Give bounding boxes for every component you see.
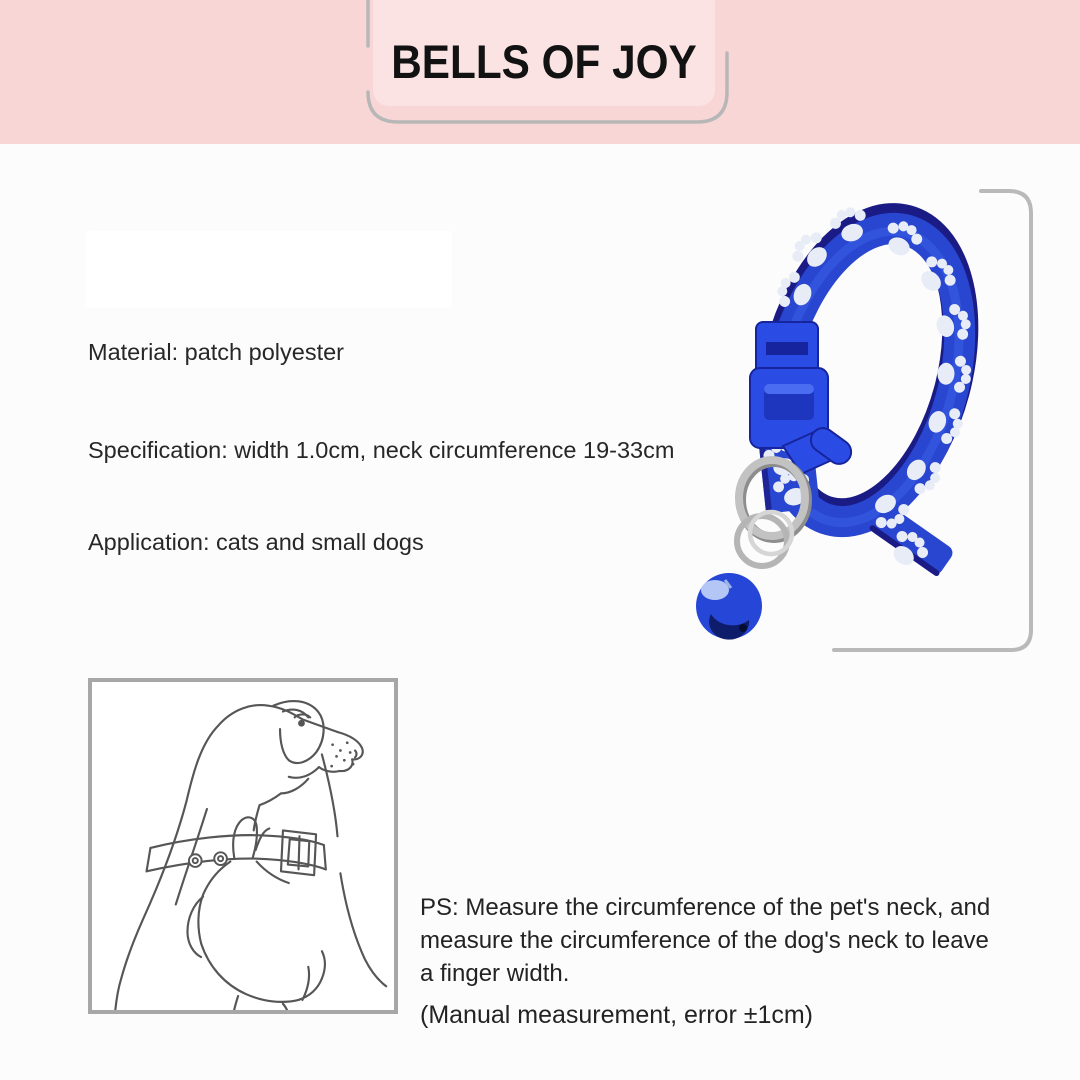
application-text: Application: cats and small dogs <box>88 529 424 555</box>
ps-note <box>420 891 1020 990</box>
dog-diagram-box <box>88 678 398 1014</box>
ps-note-line: PS: Measure the circumference of the pet's neck, and <box>420 894 991 921</box>
collar-bell-icon <box>696 573 762 640</box>
specification-text: Specification: width 1.0cm, neck circumference 19-33cm <box>88 437 675 463</box>
material-text: Material: patch polyester <box>88 339 345 365</box>
dog-measurement-illustration <box>92 682 394 1010</box>
ps-note-line: a finger width. <box>420 960 570 987</box>
product-photo-collar <box>665 178 1025 678</box>
tolerance-note: (Manual measurement, error ±1cm) <box>420 1001 814 1029</box>
page-title: BELLS OF JOY <box>391 35 697 88</box>
ps-note-line: measure the circumference of the dog's neck to leave <box>420 927 989 954</box>
empty-text-box <box>86 231 452 308</box>
